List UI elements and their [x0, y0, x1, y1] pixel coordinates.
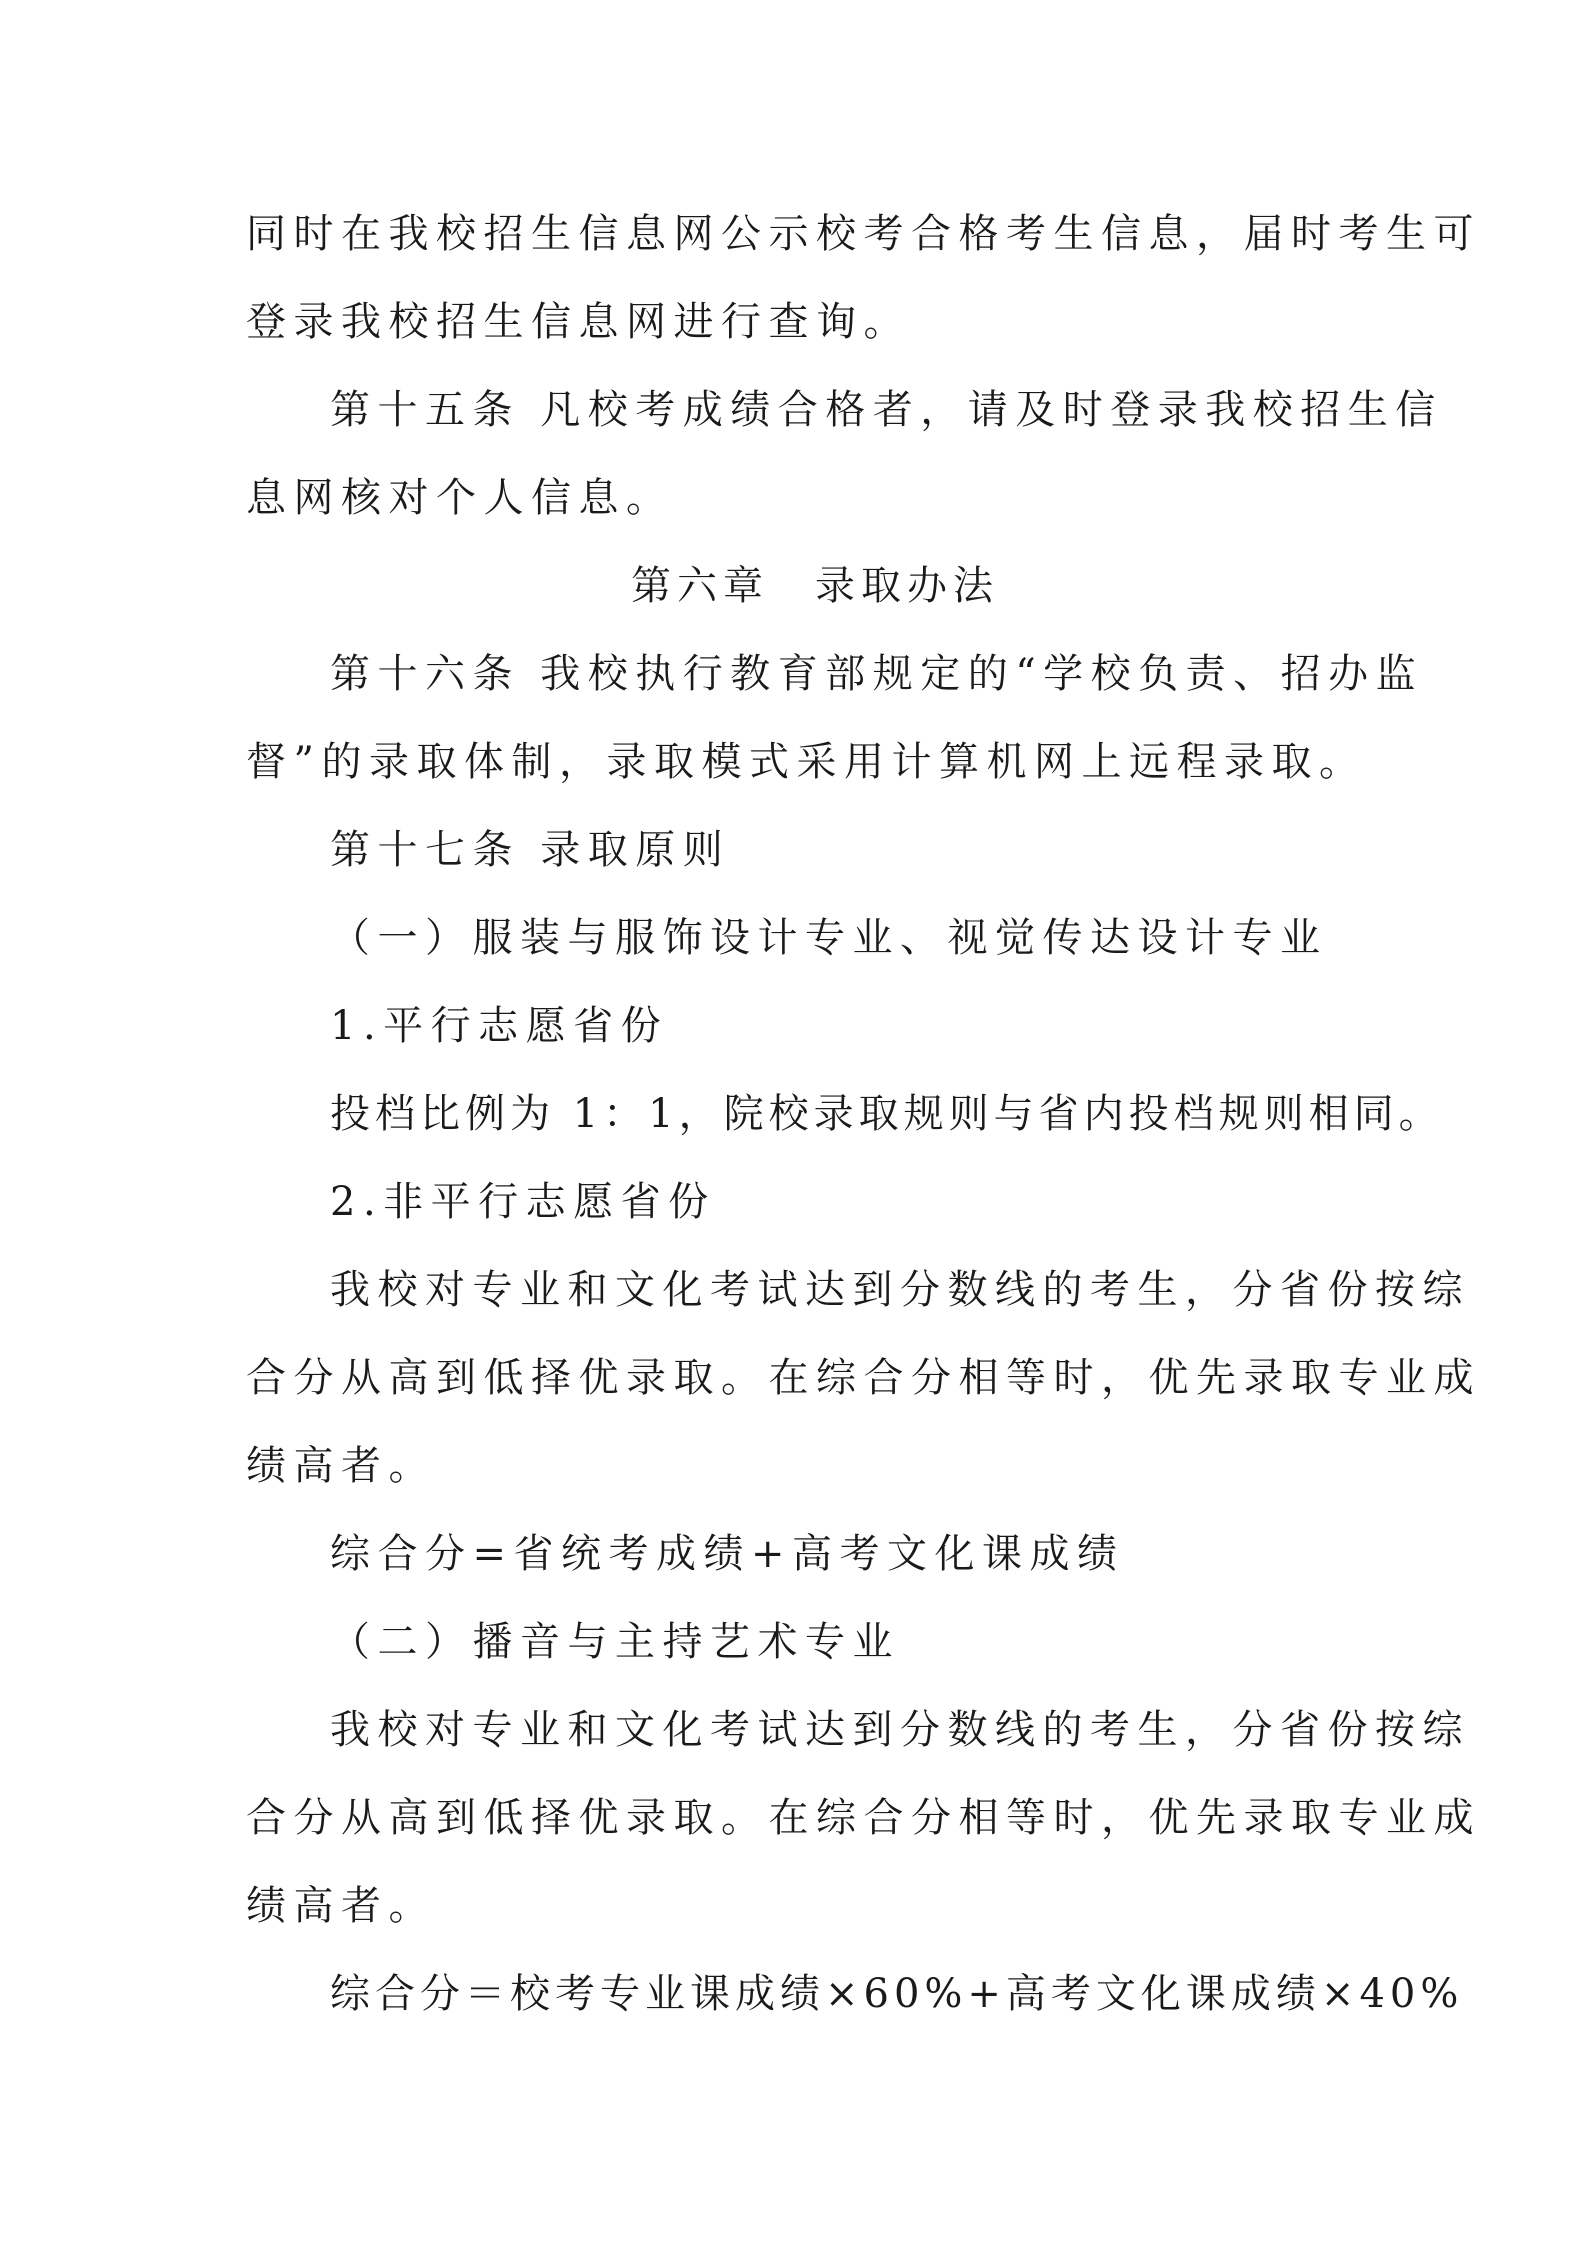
paragraph-line: 绩高者。 [246, 1443, 436, 1489]
paragraph-line: 登录我校招生信息网进行查询。 [246, 299, 911, 345]
paragraph-line: 合分从高到低择优录取。在综合分相等时，优先录取专业成 [246, 1795, 1481, 1841]
formula-line: 综合分＝校考专业课成绩×60%+高考文化课成绩×40% [330, 1971, 1464, 2017]
paragraph-line: 同时在我校招生信息网公示校考合格考生信息，届时考生可 [246, 211, 1481, 257]
paragraph-line: 合分从高到低择优录取。在综合分相等时，优先录取专业成 [246, 1355, 1481, 1401]
article-15-line: 第十五条 凡校考成绩合格者，请及时登录我校招生信 [330, 387, 1443, 433]
paragraph-line: 我校对专业和文化考试达到分数线的考生，分省份按综 [330, 1707, 1470, 1753]
subsection-heading-1: 1.平行志愿省份 [330, 1003, 669, 1049]
article-17-line: 第十七条 录取原则 [330, 827, 731, 873]
section-heading-2: （二）播音与主持艺术专业 [330, 1619, 900, 1665]
formula-line: 综合分=省统考成绩+高考文化课成绩 [330, 1531, 1125, 1577]
paragraph-line: 绩高者。 [246, 1883, 436, 1929]
section-heading-1: （一）服装与服饰设计专业、视觉传达设计专业 [330, 915, 1328, 961]
paragraph-line: 息网核对个人信息。 [246, 475, 674, 521]
article-16-line: 第十六条 我校执行教育部规定的“学校负责、招办监 [330, 651, 1424, 697]
subsection-heading-2: 2.非平行志愿省份 [330, 1179, 716, 1225]
chapter-heading: 第六章 录取办法 [631, 563, 999, 609]
paragraph-line: 督”的录取体制，录取模式采用计算机网上远程录取。 [246, 739, 1367, 785]
paragraph-line: 我校对专业和文化考试达到分数线的考生，分省份按综 [330, 1267, 1470, 1313]
paragraph-line: 投档比例为 1：1，院校录取规则与省内投档规则相同。 [330, 1091, 1444, 1137]
